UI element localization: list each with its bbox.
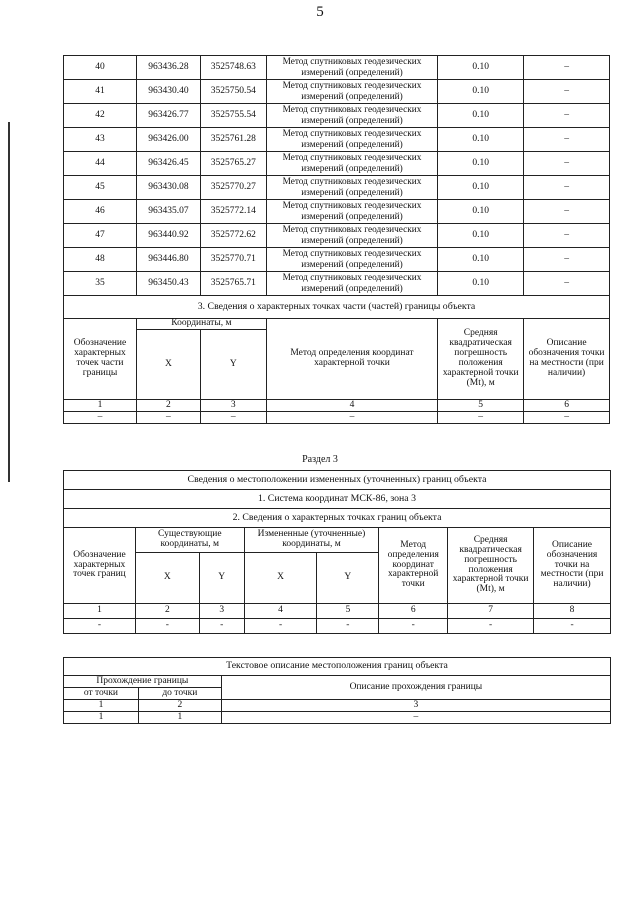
point-y: 3525750.54 (200, 80, 266, 104)
table-title: Сведения о местоположении измененных (уточненных) границ объекта (64, 471, 611, 490)
point-method: Метод спутниковых геодезических измерений (определений) (266, 200, 437, 224)
point-method: Метод спутниковых геодезических измерений (определений) (266, 224, 437, 248)
header-y: Y (199, 553, 244, 604)
header-designation: Обозначение характерных точек границ (64, 528, 136, 604)
point-description: – (524, 80, 610, 104)
dash-cell: - (448, 619, 534, 634)
binding-mark (8, 122, 10, 482)
table-row (64, 272, 610, 296)
point-number: 46 (64, 200, 137, 224)
point-number: 40 (64, 56, 137, 80)
point-method: Метод спутниковых геодезических измерений (определений) (266, 56, 437, 80)
point-description: – (524, 56, 610, 80)
point-x: 963435.07 (136, 200, 200, 224)
coordinate-system: 1. Система координат МСК-86, зона 3 (64, 490, 611, 509)
point-number: 43 (64, 128, 137, 152)
header-from-point: от точки (64, 688, 139, 700)
point-method: Метод спутниковых геодезических измерений (определений) (266, 104, 437, 128)
point-number: 35 (64, 272, 137, 296)
col-number: 7 (448, 604, 534, 619)
col-number: 2 (136, 400, 200, 412)
point-accuracy: 0.10 (438, 200, 524, 224)
point-description: – (524, 224, 610, 248)
point-y: 3525772.62 (200, 224, 266, 248)
point-accuracy: 0.10 (438, 104, 524, 128)
header-y: Y (317, 553, 379, 604)
dash-cell: – (524, 412, 610, 424)
table-row (64, 200, 610, 224)
page-number: 5 (316, 4, 324, 20)
point-x: 963436.28 (136, 56, 200, 80)
col-number: 4 (244, 604, 317, 619)
point-number: 44 (64, 152, 137, 176)
dash-cell: - (379, 619, 448, 634)
part-title: 3. Сведения о характерных точках части (частей) границы объекта (64, 296, 610, 319)
dash-cell: - (135, 619, 199, 634)
point-y: 3525772.14 (200, 200, 266, 224)
col-number: 2 (135, 604, 199, 619)
point-description: – (524, 128, 610, 152)
point-y: 3525770.27 (200, 176, 266, 200)
point-y: 3525765.27 (200, 152, 266, 176)
col-number: 5 (438, 400, 524, 412)
point-y: 3525765.71 (200, 272, 266, 296)
point-description: – (524, 272, 610, 296)
col-number: 1 (64, 400, 137, 412)
to-point-value: 1 (138, 712, 221, 724)
header-accuracy: Средняя квадратическая погрешность положения характерной точки (Mt), м (438, 319, 524, 400)
point-method: Метод спутниковых геодезических измерений (определений) (266, 152, 437, 176)
col-number: 2 (138, 700, 221, 712)
point-accuracy: 0.10 (438, 56, 524, 80)
header-passage-description: Описание прохождения границы (221, 676, 610, 700)
point-accuracy: 0.10 (438, 80, 524, 104)
col-number: 5 (317, 604, 379, 619)
header-changed-coords: Измененные (уточненные) координаты, м (244, 528, 379, 553)
header-x: X (136, 330, 200, 400)
table-row (64, 80, 610, 104)
point-x: 963430.08 (136, 176, 200, 200)
col-number: 3 (221, 700, 610, 712)
table-row (64, 128, 610, 152)
dash-cell: – (438, 412, 524, 424)
table-row (64, 176, 610, 200)
changed-borders-table (63, 470, 611, 634)
header-existing-coords: Существующие координаты, м (135, 528, 244, 553)
dash-cell: - (317, 619, 379, 634)
border-description-table (63, 657, 611, 724)
point-description: – (524, 104, 610, 128)
passage-description-value: – (221, 712, 610, 724)
col-number: 4 (266, 400, 437, 412)
dash-cell: - (244, 619, 317, 634)
point-x: 963426.00 (136, 128, 200, 152)
header-to-point: до точки (138, 688, 221, 700)
dash-cell: – (200, 412, 266, 424)
point-y: 3525761.28 (200, 128, 266, 152)
point-accuracy: 0.10 (438, 224, 524, 248)
header-method: Метод определения координат характерной точки (266, 319, 437, 400)
header-description: Описание обозначения точки на местности (при наличии) (524, 319, 610, 400)
point-y: 3525770.71 (200, 248, 266, 272)
table-row (64, 248, 610, 272)
point-method: Метод спутниковых геодезических измерений (определений) (266, 272, 437, 296)
point-x: 963440.92 (136, 224, 200, 248)
header-x: X (244, 553, 317, 604)
col-number: 1 (64, 604, 136, 619)
section-title: Раздел 3 (302, 454, 338, 465)
col-number: 3 (199, 604, 244, 619)
col-number: 3 (200, 400, 266, 412)
table-row (64, 152, 610, 176)
point-accuracy: 0.10 (438, 248, 524, 272)
point-description: – (524, 152, 610, 176)
dash-cell: – (266, 412, 437, 424)
point-method: Метод спутниковых геодезических измерений (определений) (266, 176, 437, 200)
dash-cell: - (534, 619, 611, 634)
point-accuracy: 0.10 (438, 272, 524, 296)
header-y: Y (200, 330, 266, 400)
header-x: X (135, 553, 199, 604)
point-accuracy: 0.10 (438, 152, 524, 176)
point-description: – (524, 176, 610, 200)
points-table-body (64, 56, 610, 296)
header-description: Описание обозначения точки на местности (при наличии) (534, 528, 611, 604)
dash-cell: – (136, 412, 200, 424)
col-number: 6 (379, 604, 448, 619)
point-description: – (524, 248, 610, 272)
point-method: Метод спутниковых геодезических измерений (определений) (266, 248, 437, 272)
header-designation: Обозначение характерных точек части границы (64, 319, 137, 400)
table-row (64, 56, 610, 80)
point-number: 41 (64, 80, 137, 104)
header-accuracy: Средняя квадратическая погрешность положения характерной точки (Mt), м (448, 528, 534, 604)
point-accuracy: 0.10 (438, 128, 524, 152)
point-number: 42 (64, 104, 137, 128)
table-subtitle: 2. Сведения о характерных точках границ объекта (64, 509, 611, 528)
table-row (64, 224, 610, 248)
from-point-value: 1 (64, 712, 139, 724)
point-y: 3525748.63 (200, 56, 266, 80)
header-coords: Координаты, м (136, 319, 266, 330)
point-number: 47 (64, 224, 137, 248)
point-description: – (524, 200, 610, 224)
point-y: 3525755.54 (200, 104, 266, 128)
point-accuracy: 0.10 (438, 176, 524, 200)
point-method: Метод спутниковых геодезических измерений (определений) (266, 128, 437, 152)
dash-cell: - (199, 619, 244, 634)
points-table (63, 55, 610, 424)
point-x: 963426.45 (136, 152, 200, 176)
col-number: 8 (534, 604, 611, 619)
point-x: 963426.77 (136, 104, 200, 128)
point-method: Метод спутниковых геодезических измерений (определений) (266, 80, 437, 104)
table-row (64, 104, 610, 128)
col-number: 6 (524, 400, 610, 412)
header-method: Метод определения координат характерной точки (379, 528, 448, 604)
point-number: 48 (64, 248, 137, 272)
point-x: 963446.80 (136, 248, 200, 272)
point-number: 45 (64, 176, 137, 200)
point-x: 963430.40 (136, 80, 200, 104)
dash-cell: - (64, 619, 136, 634)
header-passage: Прохождение границы (64, 676, 222, 688)
point-x: 963450.43 (136, 272, 200, 296)
table-title: Текстовое описание местоположения границ объекта (64, 658, 611, 676)
col-number: 1 (64, 700, 139, 712)
dash-cell: – (64, 412, 137, 424)
